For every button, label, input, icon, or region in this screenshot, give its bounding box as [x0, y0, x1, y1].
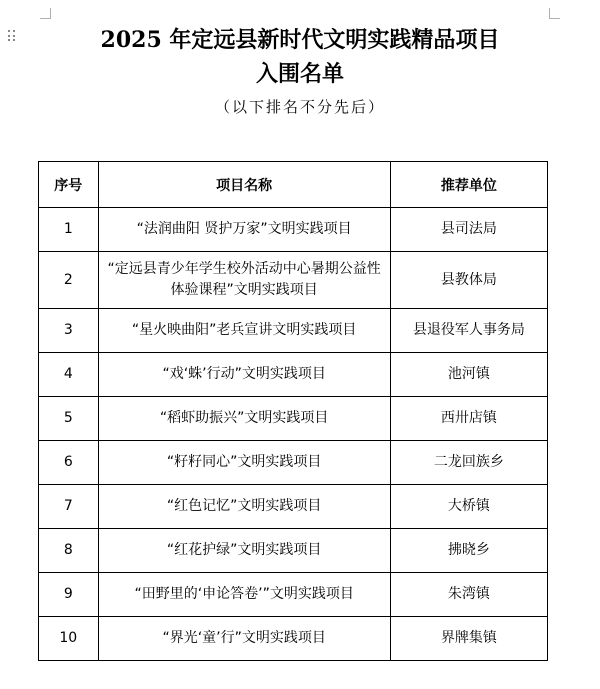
header-recommending-unit: 推荐单位 — [390, 162, 547, 208]
margin-corner-top-left — [40, 8, 51, 19]
table-row — [39, 529, 548, 573]
cell-unit: 西卅店镇 — [390, 397, 547, 441]
cell-unit: 县司法局 — [390, 208, 547, 252]
cell-unit: 池河镇 — [390, 353, 547, 397]
header-project-name: 项目名称 — [98, 162, 390, 208]
cell-number: 8 — [39, 529, 99, 573]
table-row — [39, 485, 548, 529]
table-row — [39, 353, 548, 397]
project-list-table — [38, 161, 548, 661]
header-number: 序号 — [39, 162, 99, 208]
document-title-line1: 2025 年定远县新时代文明实践精品项目 — [100, 27, 500, 53]
table-row — [39, 208, 548, 252]
cell-unit: 界牌集镇 — [390, 617, 547, 661]
cell-project-name: “稻虾助振兴”文明实践项目 — [98, 397, 390, 441]
cell-unit: 大桥镇 — [390, 485, 547, 529]
cell-unit: 县教体局 — [390, 252, 547, 309]
cell-project-name: “定远县青少年学生校外活动中心暑期公益性体验课程”文明实践项目 — [98, 252, 390, 309]
cell-project-name: “界光‘童’行”文明实践项目 — [98, 617, 390, 661]
cell-project-name: “戏‘蛛’行动”文明实践项目 — [98, 353, 390, 397]
document-subtitle: （以下排名不分先后） — [214, 98, 385, 116]
cell-unit: 县退役军人事务局 — [390, 309, 547, 353]
table-header-row — [39, 162, 548, 208]
table-row — [39, 573, 548, 617]
cell-number: 1 — [39, 208, 99, 252]
cell-unit: 拂晓乡 — [390, 529, 547, 573]
cell-number: 9 — [39, 573, 99, 617]
table-row — [39, 441, 548, 485]
cell-project-name: “红花护绿”文明实践项目 — [98, 529, 390, 573]
table-row — [39, 252, 548, 309]
document-title-line2: 入围名单 — [255, 61, 344, 87]
table-row — [39, 309, 548, 353]
cell-number: 10 — [39, 617, 99, 661]
cell-number: 4 — [39, 353, 99, 397]
cell-unit: 朱湾镇 — [390, 573, 547, 617]
margin-corner-top-right — [549, 8, 560, 19]
cell-project-name: “红色记忆”文明实践项目 — [98, 485, 390, 529]
cell-unit: 二龙回族乡 — [390, 441, 547, 485]
cell-number: 2 — [39, 252, 99, 309]
cell-number: 5 — [39, 397, 99, 441]
cell-project-name: “籽籽同心”文明实践项目 — [98, 441, 390, 485]
cell-project-name: “星火映曲阳”老兵宣讲文明实践项目 — [98, 309, 390, 353]
cell-number: 3 — [39, 309, 99, 353]
cell-number: 6 — [39, 441, 99, 485]
table-row — [39, 397, 548, 441]
cell-project-name: “法润曲阳 贤护万家”文明实践项目 — [98, 208, 390, 252]
cell-project-name: “田野里的‘申论答卷’”文明实践项目 — [98, 573, 390, 617]
cell-number: 7 — [39, 485, 99, 529]
table-row — [39, 617, 548, 661]
